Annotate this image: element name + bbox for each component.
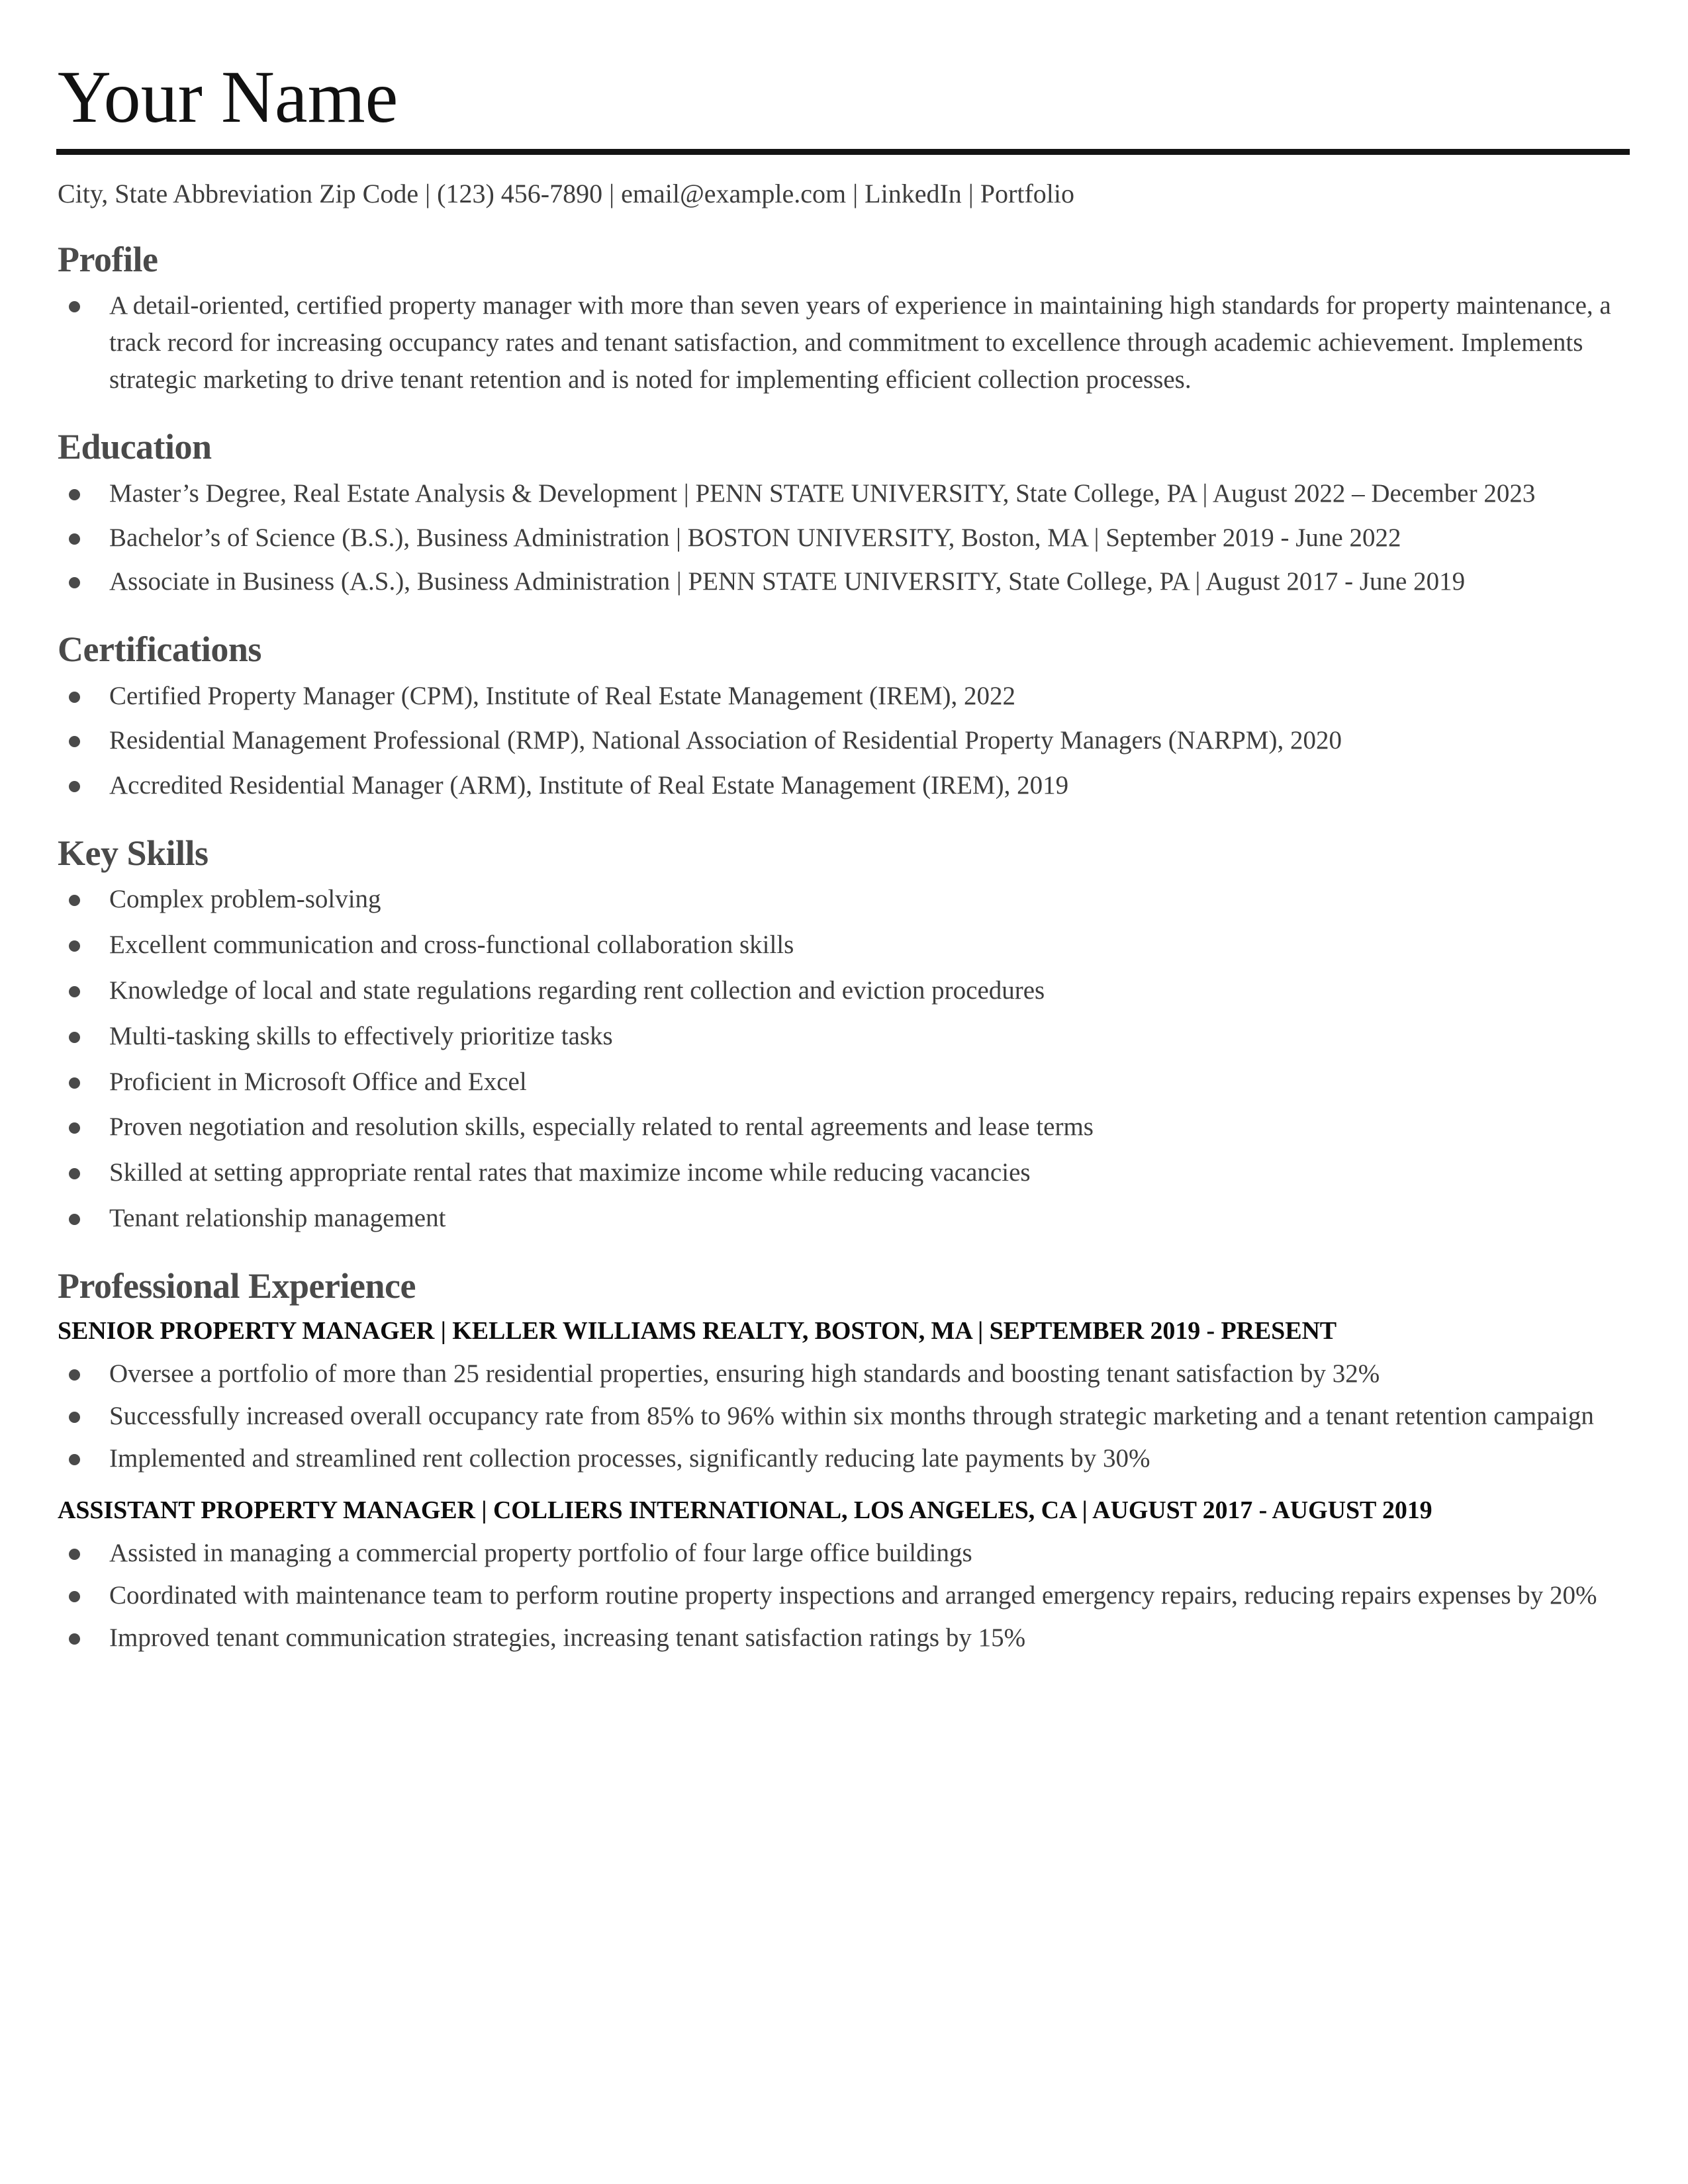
experience-entry <box>56 1494 1630 1657</box>
resume-header <box>56 58 1630 210</box>
certifications-bullet-list <box>56 678 1630 804</box>
candidate-name: Your Name <box>58 56 399 138</box>
list-item: Assisted in managing a commercial property portfolio of four large office buildings <box>56 1535 1630 1572</box>
section-heading-education: Education <box>58 427 212 467</box>
section-certifications <box>56 629 1630 804</box>
list-item: Implemented and streamlined rent collection processes, significantly reducing late payments by 30% <box>56 1440 1630 1477</box>
list-item: Proven negotiation and resolution skills, especially related to rental agreements and lease terms <box>56 1109 1630 1146</box>
job-bullet-list <box>56 1535 1630 1656</box>
list-item: Knowledge of local and state regulations regarding rent collection and eviction procedures <box>56 972 1630 1009</box>
list-item: Residential Management Professional (RMP), National Association of Residential Property Managers (NARPM), 2020 <box>56 722 1630 759</box>
list-item: Successfully increased overall occupancy rate from 85% to 96% within six months through strategic marketing and a tenant retention campaign <box>56 1398 1630 1435</box>
job-title-line: ASSISTANT PROPERTY MANAGER | COLLIERS INTERNATIONAL, LOS ANGELES, CA | AUGUST 2017 - AUGUST 2019 <box>58 1496 1432 1524</box>
list-item: Excellent communication and cross-functional collaboration skills <box>56 927 1630 964</box>
profile-bullet-list <box>56 287 1630 398</box>
education-bullet-list <box>56 475 1630 600</box>
list-item: Improved tenant communication strategies, increasing tenant satisfaction ratings by 15% <box>56 1619 1630 1657</box>
list-item: Accredited Residential Manager (ARM), Institute of Real Estate Management (IREM), 2019 <box>56 767 1630 804</box>
list-item: Complex problem-solving <box>56 881 1630 918</box>
job-title-line: SENIOR PROPERTY MANAGER | KELLER WILLIAMS REALTY, BOSTON, MA | SEPTEMBER 2019 - PRESENT <box>58 1317 1337 1345</box>
list-item: Tenant relationship management <box>56 1200 1630 1237</box>
experience-entry <box>56 1315 1630 1477</box>
job-bullet-list <box>56 1355 1630 1477</box>
section-heading-key-skills: Key Skills <box>58 833 209 874</box>
section-heading-professional-experience: Professional Experience <box>58 1265 416 1306</box>
list-item: Associate in Business (A.S.), Business Administration | PENN STATE UNIVERSITY, State College, PA | August 2017 - June 2019 <box>56 563 1630 600</box>
section-heading-profile: Profile <box>58 239 158 279</box>
header-divider-rule <box>56 149 1630 155</box>
list-item: Coordinated with maintenance team to perform routine property inspections and arranged emergency repairs, reducing repairs expenses by 20% <box>56 1577 1630 1614</box>
section-profile <box>56 240 1630 398</box>
list-item: Oversee a portfolio of more than 25 residential properties, ensuring high standards and boosting tenant satisfaction by 32% <box>56 1355 1630 1392</box>
list-item: Multi-tasking skills to effectively prioritize tasks <box>56 1018 1630 1055</box>
section-education <box>56 427 1630 600</box>
list-item: A detail-oriented, certified property manager with more than seven years of experience in maintaining high standards for property maintenance, a track record for increasing occupancy rates and tenant satisfaction, and commitment to excellence through academic achievement. Implements strategic marketing to drive tenant retention and is noted for implementing efficient collection processes. <box>56 287 1630 398</box>
section-key-skills <box>56 833 1630 1237</box>
list-item: Proficient in Microsoft Office and Excel <box>56 1064 1630 1101</box>
list-item: Skilled at setting appropriate rental rates that maximize income while reducing vacancies <box>56 1154 1630 1191</box>
section-heading-certifications: Certifications <box>58 629 261 670</box>
list-item: Bachelor’s of Science (B.S.), Business Administration | BOSTON UNIVERSITY, Boston, MA | September 2019 - June 2022 <box>56 520 1630 557</box>
contact-line: City, State Abbreviation Zip Code | (123) 456-7890 | email@example.com | LinkedIn | Portfolio <box>58 178 1074 208</box>
list-item: Master’s Degree, Real Estate Analysis & Development | PENN STATE UNIVERSITY, State College, PA | August 2022 – December 2023 <box>56 475 1630 512</box>
key-skills-bullet-list <box>56 881 1630 1236</box>
list-item: Certified Property Manager (CPM), Institute of Real Estate Management (IREM), 2022 <box>56 678 1630 715</box>
section-professional-experience <box>56 1266 1630 1657</box>
